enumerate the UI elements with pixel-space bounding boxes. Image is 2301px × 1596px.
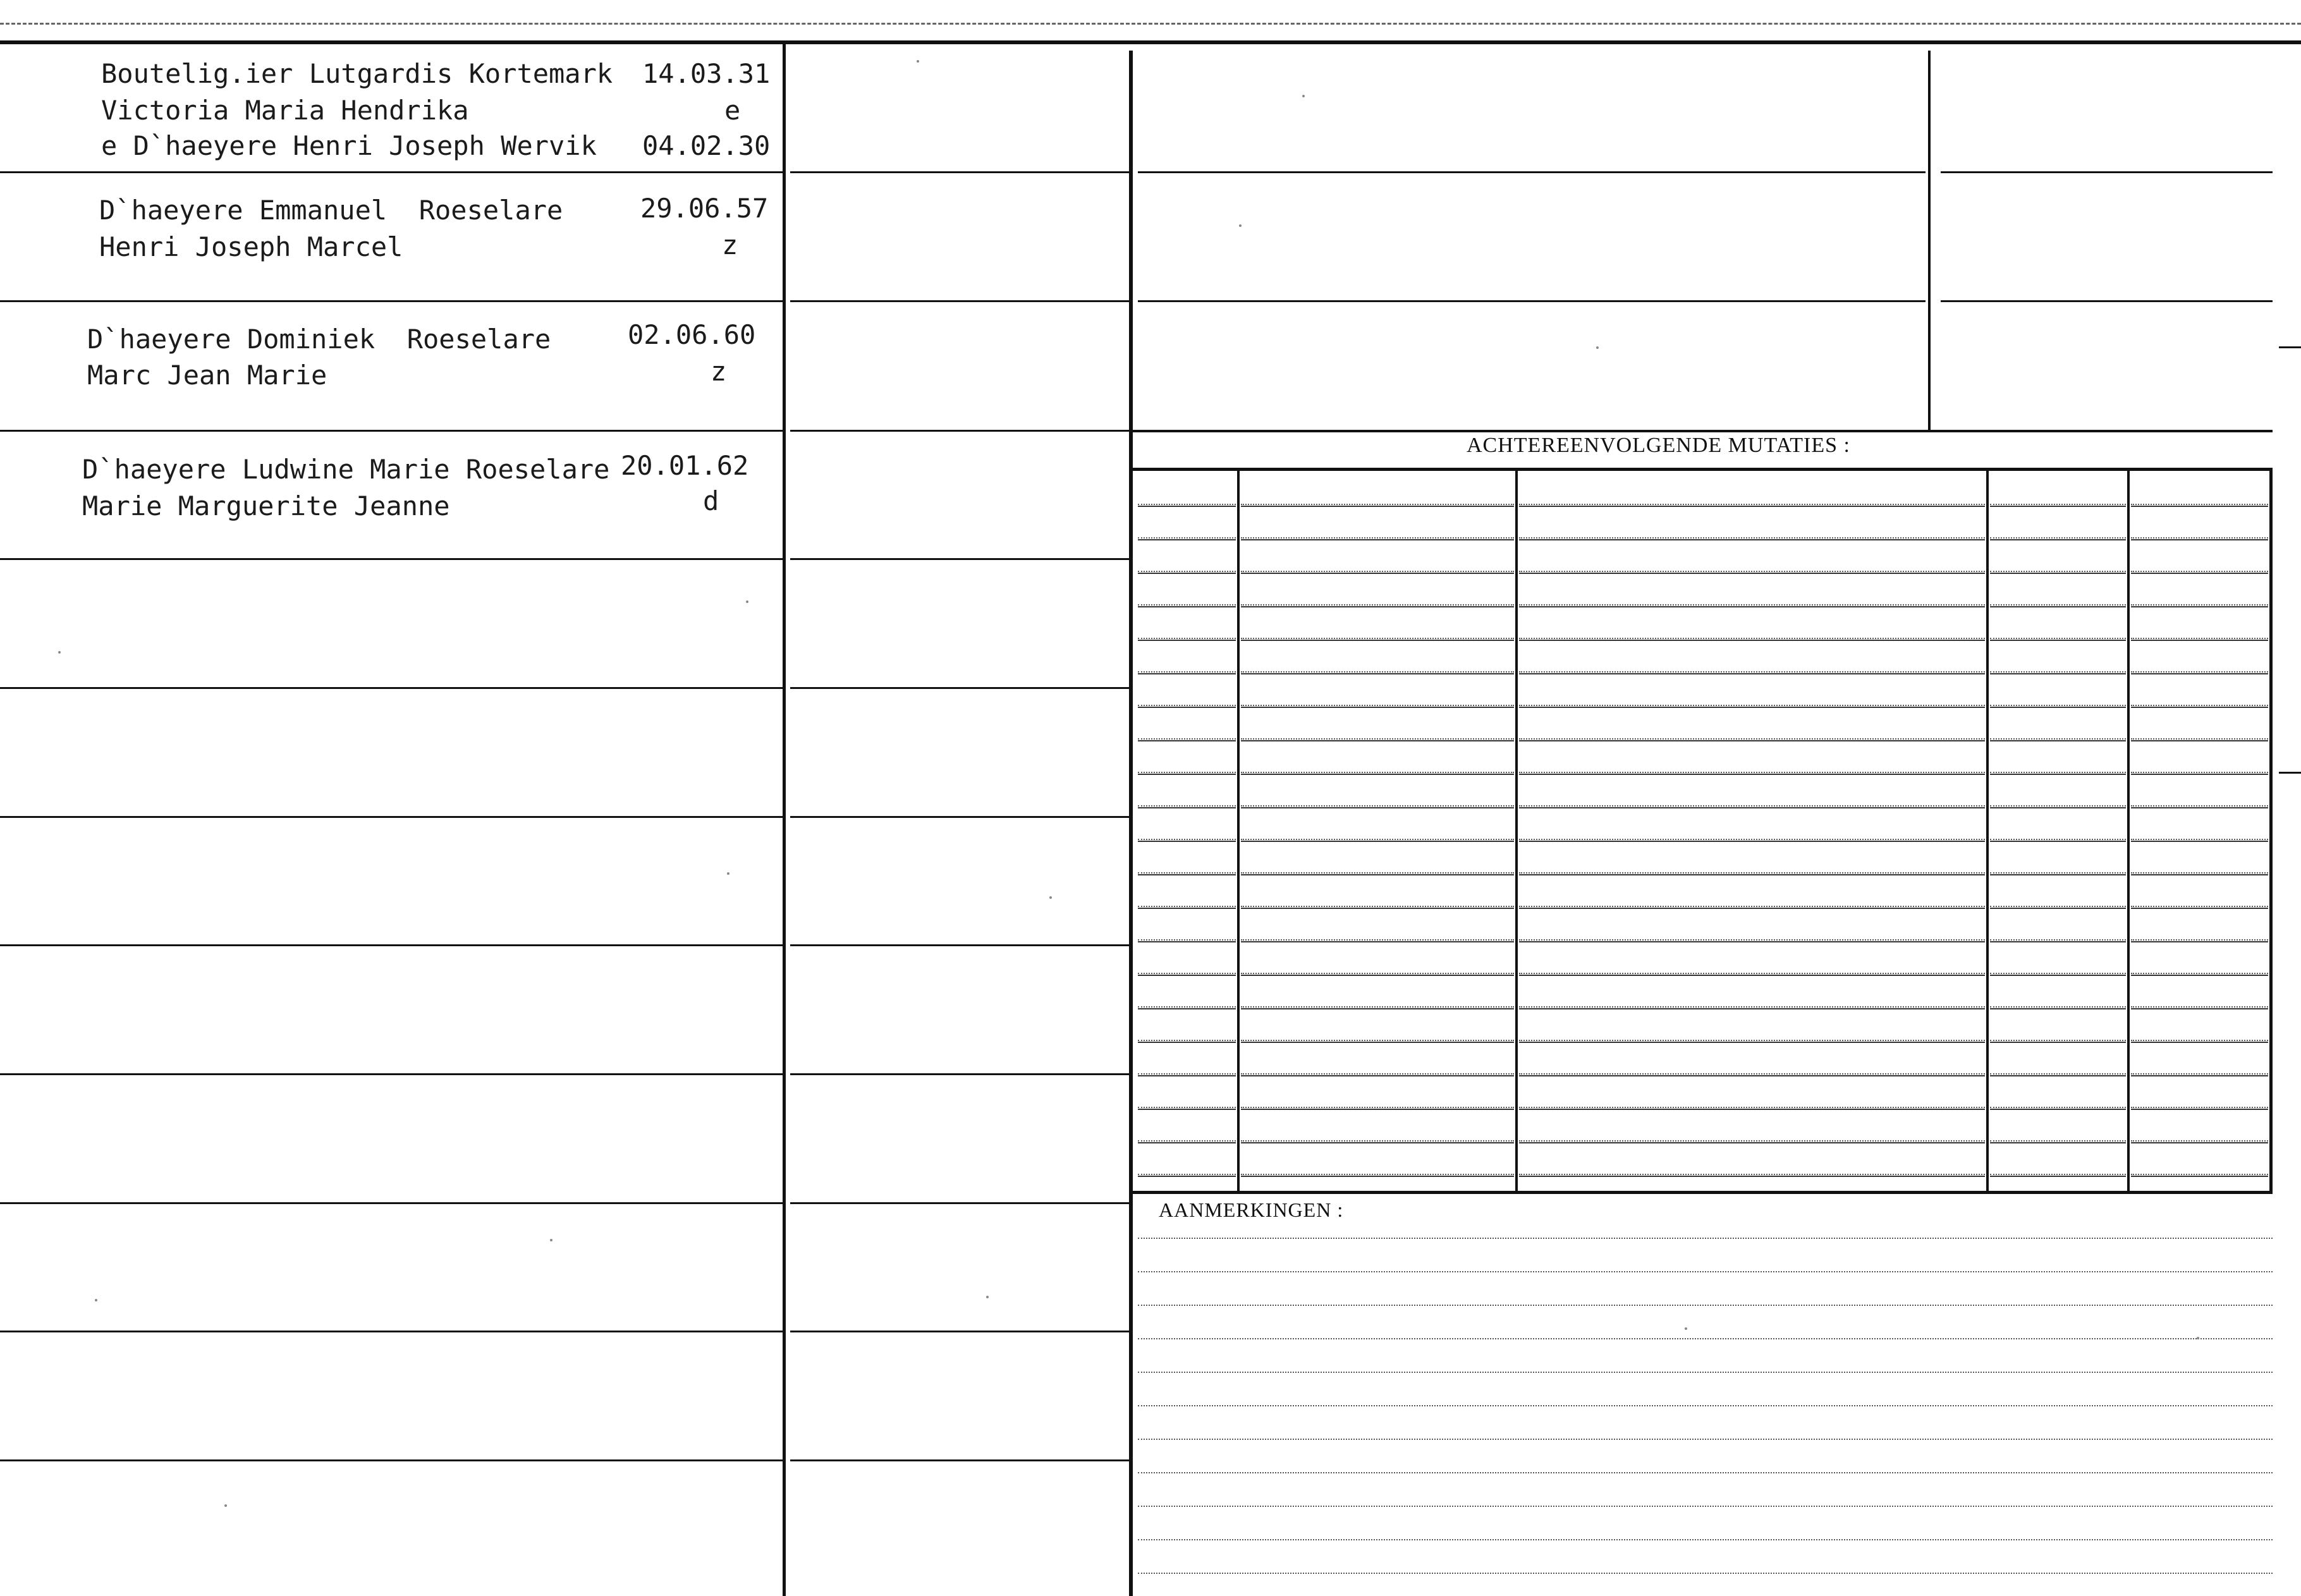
mutaties-rule: [1519, 671, 1985, 673]
mutaties-rule: [1990, 872, 2126, 874]
mutaties-rule-solid: [2131, 774, 2268, 775]
mutaties-rule: [1138, 1006, 1236, 1008]
mutaties-rule-solid: [1138, 740, 1236, 741]
entry-code: d: [703, 485, 719, 516]
mutaties-rule: [1138, 772, 1236, 773]
aanmerkingen-line: [1138, 1238, 2273, 1239]
mutaties-table-bottom: [1133, 1191, 2273, 1194]
mutaties-rule-solid: [1519, 606, 1985, 607]
mutaties-rule-solid: [1519, 640, 1985, 641]
mutaties-rule: [1990, 973, 2126, 974]
mutaties-rule-solid: [1519, 874, 1985, 875]
mutaties-rule: [1990, 604, 2126, 606]
mutaties-rule-solid: [1990, 841, 2126, 842]
mutaties-rule: [1990, 705, 2126, 706]
mutaties-rule: [1241, 738, 1514, 740]
mutaties-rule-solid: [1990, 1176, 2126, 1177]
mutaties-rule: [1990, 939, 2126, 941]
entry-code: e: [724, 95, 741, 126]
mutaties-rule-solid: [1241, 640, 1514, 641]
mutaties-rule: [1138, 973, 1236, 974]
mutaties-rule: [1990, 805, 2126, 807]
mutaties-rule-solid: [1519, 941, 1985, 942]
mutaties-rule: [2131, 738, 2268, 740]
mutaties-rule: [1138, 671, 1236, 673]
mutaties-table-top: [1133, 468, 2273, 471]
mutaties-rule-solid: [1990, 707, 2126, 708]
mutaties-rule-solid: [1241, 1075, 1514, 1076]
mutaties-rule: [2131, 872, 2268, 874]
mutaties-rule-solid: [1138, 707, 1236, 708]
mutaties-rule: [1241, 571, 1514, 572]
mutaties-rule: [1138, 1140, 1236, 1142]
mutaties-rule: [1990, 1174, 2126, 1175]
mutaties-rule: [1138, 537, 1236, 539]
entry-name-line-1: Boutelig.ier Lutgardis Kortemark: [101, 58, 613, 89]
mutaties-rule-solid: [1990, 573, 2126, 574]
mutaties-rule: [1241, 939, 1514, 941]
mutaties-rule: [1138, 1107, 1236, 1108]
left-column-divider: [783, 42, 786, 1596]
mutaties-rule: [1138, 805, 1236, 807]
mutaties-rule: [2131, 939, 2268, 941]
mutaties-rule-solid: [1519, 740, 1985, 741]
mutaties-rule-solid: [1241, 506, 1514, 507]
mutaties-rule: [1138, 839, 1236, 840]
mutaties-rule-solid: [2131, 1176, 2268, 1177]
mutaties-rule-solid: [1138, 640, 1236, 641]
mutaties-rule-solid: [1241, 1142, 1514, 1143]
aanmerkingen-line: [1138, 1372, 2273, 1373]
mutaties-rule-solid: [1138, 1042, 1236, 1043]
mutaties-rule: [1241, 1140, 1514, 1142]
mutaties-rule-solid: [1990, 740, 2126, 741]
mutaties-rule-solid: [1990, 1109, 2126, 1110]
mutaties-rule: [2131, 1006, 2268, 1008]
mutaties-rule: [1519, 939, 1985, 941]
mutaties-rule: [1241, 772, 1514, 773]
mutaties-rule: [1519, 973, 1985, 974]
mutaties-rule: [1519, 906, 1985, 907]
entry-code: z: [711, 356, 727, 387]
mutaties-rule-solid: [1241, 975, 1514, 976]
mutaties-rule: [1138, 571, 1236, 572]
mutaties-rule-solid: [2131, 1008, 2268, 1009]
aanmerkingen-line: [1138, 1539, 2273, 1540]
mutaties-rule: [2131, 1174, 2268, 1175]
mutaties-rule: [1990, 738, 2126, 740]
mutaties-rule: [2131, 1107, 2268, 1108]
mutaties-rule-solid: [1519, 807, 1985, 808]
mutaties-rule: [1519, 1107, 1985, 1108]
mutaties-rule-solid: [1519, 1008, 1985, 1009]
mutaties-rule-solid: [1241, 1109, 1514, 1110]
mutaties-rule-solid: [1990, 506, 2126, 507]
mutaties-rule-solid: [1519, 673, 1985, 674]
mutaties-rule-solid: [1241, 774, 1514, 775]
mutaties-rule-solid: [1241, 1008, 1514, 1009]
mutaties-rule: [1241, 839, 1514, 840]
mutaties-rule-solid: [1241, 573, 1514, 574]
mutaties-rule: [1519, 1006, 1985, 1008]
mutaties-rule-solid: [1519, 707, 1985, 708]
mutaties-rule: [1990, 906, 2126, 907]
mutaties-rule-solid: [1241, 539, 1514, 540]
mutaties-rule-solid: [1990, 539, 2126, 540]
mutaties-rule: [1990, 638, 2126, 639]
mutaties-rule: [1138, 939, 1236, 941]
mutaties-rule: [1138, 906, 1236, 907]
mutaties-rule-solid: [1990, 1042, 2126, 1043]
entry-name-line-1: D`haeyere Ludwine Marie Roeselare: [82, 454, 610, 485]
mutaties-rule-solid: [1519, 841, 1985, 842]
entry-name-line-2: Henri Joseph Marcel: [99, 231, 403, 262]
mutaties-rule: [1990, 1073, 2126, 1075]
mutaties-rule: [1138, 1073, 1236, 1075]
entry-name-line-2: Marie Marguerite Jeanne: [82, 490, 450, 521]
mutaties-rule: [2131, 638, 2268, 639]
entry-name-line-1: D`haeyere Emmanuel Roeselare: [99, 195, 563, 226]
mutaties-rule-solid: [2131, 707, 2268, 708]
mutaties-rule-solid: [2131, 874, 2268, 875]
mutaties-rule: [1519, 537, 1985, 539]
mutaties-rule: [2131, 705, 2268, 706]
mutaties-rule: [1241, 973, 1514, 974]
aanmerkingen-line: [1138, 1405, 2273, 1406]
mutaties-rule: [1519, 1140, 1985, 1142]
mutaties-rule: [1990, 504, 2126, 505]
mutaties-rule-solid: [1519, 1176, 1985, 1177]
mutaties-rule: [1241, 604, 1514, 606]
mutaties-rule: [1990, 772, 2126, 773]
mutaties-rule-solid: [1138, 941, 1236, 942]
mutaties-rule: [1990, 537, 2126, 539]
mutaties-rule-solid: [1990, 640, 2126, 641]
mutaties-rule: [1990, 1107, 2126, 1108]
mutaties-rule: [1241, 1174, 1514, 1175]
mutaties-rule: [1990, 839, 2126, 840]
mutaties-rule-solid: [1990, 975, 2126, 976]
mutaties-rule: [2131, 839, 2268, 840]
mutaties-rule: [1241, 1006, 1514, 1008]
mutaties-rule: [2131, 604, 2268, 606]
mutaties-rule: [1990, 1006, 2126, 1008]
mutaties-rule: [1241, 638, 1514, 639]
mutaties-rule: [1241, 1073, 1514, 1075]
mutaties-rule-solid: [1519, 539, 1985, 540]
mutaties-rule-solid: [1241, 841, 1514, 842]
mutaties-rule: [1241, 1107, 1514, 1108]
mutaties-rule: [1241, 805, 1514, 807]
mutaties-rule-solid: [1138, 1075, 1236, 1076]
mutaties-rule-solid: [1241, 874, 1514, 875]
mutaties-rule: [1519, 1073, 1985, 1075]
aanmerkingen-line: [1138, 1472, 2273, 1473]
mutaties-rule-solid: [2131, 573, 2268, 574]
mutaties-rule: [1519, 1040, 1985, 1041]
mutaties-rule-solid: [1138, 539, 1236, 540]
mutaties-rule: [1138, 1040, 1236, 1041]
mutaties-rule: [1519, 805, 1985, 807]
mutaties-rule: [1990, 1040, 2126, 1041]
mutaties-rule: [1990, 571, 2126, 572]
entry-birth-date: 14.03.31: [642, 58, 771, 89]
entry-birth-date: 29.06.57: [640, 193, 769, 224]
mutaties-rule-solid: [1519, 1042, 1985, 1043]
mutaties-rule-solid: [1990, 908, 2126, 909]
mutaties-rule-solid: [1138, 807, 1236, 808]
aanmerkingen-line: [1138, 1506, 2273, 1507]
mutaties-rule-solid: [2131, 740, 2268, 741]
mutaties-rule-solid: [1990, 673, 2126, 674]
mutaties-rule-solid: [2131, 673, 2268, 674]
mutaties-rule-solid: [1241, 673, 1514, 674]
right-top-divider: [1928, 51, 1931, 430]
mutaties-rule-solid: [2131, 1042, 2268, 1043]
mutaties-rule-solid: [2131, 640, 2268, 641]
mutaties-rule: [2131, 571, 2268, 572]
mutaties-rule: [2131, 1073, 2268, 1075]
mutaties-rule: [1519, 872, 1985, 874]
mutaties-heading: ACHTEREENVOLGENDE MUTATIES :: [1467, 434, 1850, 457]
mutaties-rule: [1990, 1140, 2126, 1142]
aanmerkingen-line: [1138, 1573, 2273, 1574]
mutaties-rule: [2131, 973, 2268, 974]
mutaties-rule: [1241, 1040, 1514, 1041]
mutaties-rule: [1519, 504, 1985, 505]
mutaties-rule: [1138, 705, 1236, 706]
mutaties-rule-solid: [1138, 506, 1236, 507]
mutaties-rule: [2131, 671, 2268, 673]
mutaties-rule: [1138, 504, 1236, 505]
mutaties-rule: [1519, 839, 1985, 840]
mutaties-rule: [1138, 738, 1236, 740]
entry-name-line-3: e D`haeyere Henri Joseph Wervik: [101, 130, 597, 161]
mutaties-rule: [1519, 638, 1985, 639]
mutaties-rule: [2131, 1040, 2268, 1041]
mutaties-rule: [1138, 1174, 1236, 1175]
mutaties-rule-solid: [2131, 1142, 2268, 1143]
mutaties-rule: [1138, 872, 1236, 874]
mutaties-rule-solid: [1138, 606, 1236, 607]
mutaties-rule-solid: [2131, 908, 2268, 909]
mutaties-rule-solid: [1138, 1008, 1236, 1009]
mutaties-rule-solid: [1241, 740, 1514, 741]
mutaties-rule: [1241, 705, 1514, 706]
aanmerkingen-line: [1138, 1338, 2273, 1339]
mutaties-rule-solid: [1138, 774, 1236, 775]
mutaties-rule: [2131, 537, 2268, 539]
mutaties-rule-solid: [1990, 1008, 2126, 1009]
top-rule: [0, 40, 2301, 44]
aanmerkingen-line: [1138, 1271, 2273, 1272]
mutaties-rule-solid: [2131, 975, 2268, 976]
mutaties-rule-solid: [1990, 774, 2126, 775]
mutaties-rule-solid: [2131, 841, 2268, 842]
mutaties-rule: [2131, 805, 2268, 807]
mutaties-rule-solid: [2131, 1075, 2268, 1076]
mutaties-rule: [1241, 504, 1514, 505]
center-divider: [1129, 51, 1133, 1596]
mutaties-rule: [1990, 671, 2126, 673]
mutaties-rule: [1138, 638, 1236, 639]
mutaties-rule-solid: [1519, 908, 1985, 909]
mutaties-rule-solid: [1519, 506, 1985, 507]
mutaties-rule-solid: [1990, 606, 2126, 607]
mutaties-rule-solid: [1990, 1142, 2126, 1143]
mutaties-rule-solid: [1519, 1075, 1985, 1076]
mutaties-rule-solid: [1990, 941, 2126, 942]
mutaties-rule-solid: [2131, 807, 2268, 808]
mutaties-rule: [1519, 772, 1985, 773]
scan-edge-top: [0, 23, 2301, 25]
mutaties-rule-solid: [1519, 573, 1985, 574]
entry-birth-date: 20.01.62: [621, 450, 749, 481]
mutaties-rule-solid: [1241, 807, 1514, 808]
mutaties-rule-solid: [1241, 606, 1514, 607]
mutaties-rule-solid: [1138, 975, 1236, 976]
mutaties-rule-solid: [1241, 908, 1514, 909]
mutaties-rule-solid: [1519, 774, 1985, 775]
mutaties-rule-solid: [1138, 573, 1236, 574]
mutaties-rule-solid: [1138, 1176, 1236, 1177]
mutaties-rule-solid: [1138, 1109, 1236, 1110]
mutaties-rule-solid: [1241, 941, 1514, 942]
mutaties-rule: [2131, 504, 2268, 505]
mutaties-rule: [1241, 906, 1514, 907]
mutaties-rule: [1241, 537, 1514, 539]
entry-partner-date: 04.02.30: [642, 130, 771, 161]
entry-name-line-2: Victoria Maria Hendrika: [101, 95, 469, 126]
mutaties-rule-solid: [1519, 1142, 1985, 1143]
mutaties-rule-solid: [1241, 1042, 1514, 1043]
mutaties-rule-solid: [2131, 606, 2268, 607]
mutaties-rule-solid: [1990, 807, 2126, 808]
mutaties-rule-solid: [2131, 539, 2268, 540]
aanmerkingen-heading: AANMERKINGEN :: [1159, 1198, 1344, 1221]
entry-name-line-1: D`haeyere Dominiek Roeselare: [87, 324, 551, 355]
mutaties-rule-solid: [1138, 1142, 1236, 1143]
mutaties-rule: [1519, 738, 1985, 740]
mutaties-rule: [1519, 705, 1985, 706]
mutaties-rule-solid: [1138, 673, 1236, 674]
mutaties-rule-solid: [1138, 908, 1236, 909]
entry-code: z: [722, 229, 738, 260]
mutaties-rule-solid: [1241, 707, 1514, 708]
mutaties-rule: [2131, 906, 2268, 907]
mutaties-rule: [1519, 604, 1985, 606]
mutaties-rule-solid: [1138, 841, 1236, 842]
mutaties-rule-solid: [1519, 975, 1985, 976]
mutaties-rule-solid: [2131, 506, 2268, 507]
mutaties-rule-solid: [1990, 874, 2126, 875]
mutaties-rule-solid: [1990, 1075, 2126, 1076]
mutaties-rule-solid: [2131, 941, 2268, 942]
mutaties-rule-solid: [1241, 1176, 1514, 1177]
mutaties-rule: [2131, 1140, 2268, 1142]
aanmerkingen-line: [1138, 1439, 2273, 1440]
mutaties-rule: [1241, 872, 1514, 874]
mutaties-rule: [2131, 772, 2268, 773]
mutaties-rule: [1519, 1174, 1985, 1175]
entry-birth-date: 02.06.60: [628, 319, 756, 350]
mutaties-rule-solid: [1138, 874, 1236, 875]
mutaties-rule-solid: [2131, 1109, 2268, 1110]
mutaties-rule-solid: [1519, 1109, 1985, 1110]
mutaties-rule: [1241, 671, 1514, 673]
mutaties-rule: [1519, 571, 1985, 572]
aanmerkingen-line: [1138, 1305, 2273, 1306]
mutaties-rule: [1138, 604, 1236, 606]
entry-name-line-2: Marc Jean Marie: [87, 360, 327, 391]
